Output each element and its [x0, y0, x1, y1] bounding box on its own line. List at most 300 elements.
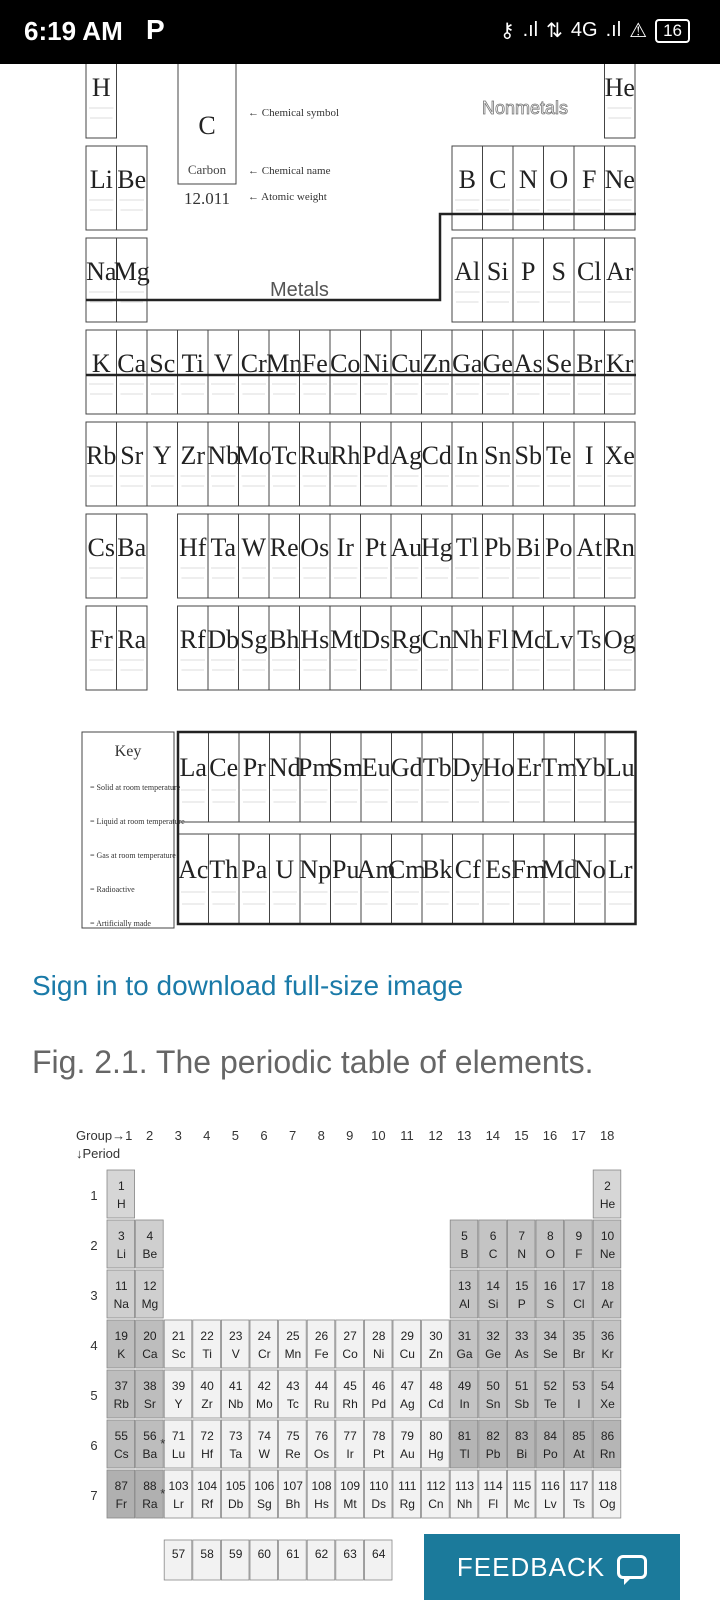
atomic-number: 52: [543, 1379, 557, 1393]
element-symbol-Ar: Ar: [606, 257, 634, 286]
atomic-number: 30: [429, 1329, 443, 1343]
element-symbol-2-Os: Os: [313, 1447, 330, 1461]
element-symbol-2-Ts: Ts: [572, 1497, 585, 1511]
element-symbol-W: W: [241, 533, 267, 562]
atomic-number: 56: [143, 1429, 157, 1443]
element-symbol-Ho: Ho: [482, 753, 515, 782]
atomic-number: 111: [398, 1479, 417, 1493]
atomic-number: 10: [600, 1229, 615, 1243]
element-symbol-2-Ag: Ag: [399, 1397, 415, 1411]
atomic-number: 23: [229, 1329, 243, 1343]
element-symbol-Pr: Pr: [242, 753, 266, 782]
atomic-number: 3: [117, 1229, 125, 1243]
status-bar: [0, 0, 720, 64]
element-symbol-Mt: Mt: [330, 625, 361, 654]
atomic-number: 114: [483, 1479, 503, 1493]
element-symbol-2-Rh: Rh: [342, 1397, 358, 1411]
group-number-16: 16: [542, 1128, 558, 1143]
atomic-number: 17: [572, 1279, 586, 1293]
atomic-number: 113: [454, 1479, 475, 1493]
element-symbol-Xe: Xe: [604, 441, 635, 470]
key-item: = Artificially made: [90, 919, 151, 928]
key-label-symbol: ← Chemical symbol: [248, 107, 340, 119]
element-symbol-2-Ta: Ta: [229, 1447, 243, 1461]
element-symbol-2-V: V: [231, 1347, 240, 1361]
element-symbol-2-Pb: Pb: [485, 1447, 501, 1461]
atomic-number: 2: [604, 1179, 611, 1193]
element-symbol-Np: Np: [299, 855, 332, 884]
f-block-and-key: [80, 730, 646, 956]
group-number-4: 4: [203, 1128, 211, 1143]
atomic-number: 85: [572, 1429, 586, 1443]
element-symbol-Cd: Cd: [421, 441, 452, 470]
element-symbol-2-K: K: [117, 1347, 126, 1361]
key-name: Carbon: [187, 162, 227, 177]
atomic-number: 7: [518, 1229, 526, 1243]
atomic-number: 84: [543, 1429, 557, 1443]
parking-app-icon: P: [146, 14, 165, 45]
periodic-table-svg: [80, 64, 646, 694]
element-symbol-2-Al: Al: [459, 1297, 470, 1311]
atomic-number: 106: [254, 1479, 275, 1493]
element-symbol-Md: Md: [541, 855, 578, 884]
figure-caption: Fig. 2.1. The periodic table of elements.: [32, 1044, 594, 1080]
group-number-7: 7: [288, 1128, 297, 1143]
element-symbol-2-Hs: Hs: [314, 1497, 329, 1511]
atomic-number: 48: [429, 1379, 443, 1393]
feedback-button[interactable]: [424, 1534, 680, 1600]
element-symbol-Rg: Rg: [391, 625, 422, 654]
element-symbol-2-Mo: Mo: [255, 1397, 273, 1411]
atomic-number: 54: [600, 1379, 615, 1393]
element-symbol-2-B: B: [460, 1247, 469, 1261]
group-number-5: 5: [231, 1128, 240, 1143]
element-symbol-Bi: Bi: [515, 533, 541, 562]
element-symbol-2-Cu: Cu: [399, 1347, 415, 1361]
element-symbol-Si: Si: [486, 257, 509, 286]
atomic-number: 21: [171, 1329, 186, 1343]
element-symbol-Be: Be: [117, 165, 147, 194]
atomic-number: 59: [229, 1547, 243, 1561]
atomic-number: 1: [117, 1179, 125, 1193]
feedback-label: FEEDBACK: [456, 1551, 606, 1582]
periodic-table-figure-2[interactable]: [74, 1124, 646, 1600]
element-symbol-Ru: Ru: [299, 441, 330, 470]
element-symbol-P: P: [521, 257, 536, 286]
element-symbol-2-Og: Og: [599, 1497, 616, 1511]
element-symbol-2-Hf: Hf: [201, 1447, 214, 1461]
element-symbol-2-Ir: Ir: [346, 1447, 354, 1461]
signal-icon-2: .ıl: [605, 19, 622, 41]
element-symbol-2-As: As: [514, 1347, 529, 1361]
element-symbol-Te: Te: [545, 441, 572, 470]
atomic-number: 4: [146, 1229, 154, 1243]
atomic-number: 9: [575, 1229, 583, 1243]
element-symbol-2-Lr: Lr: [173, 1497, 184, 1511]
element-symbol-2-Nb: Nb: [228, 1397, 244, 1411]
f-block-svg: [80, 730, 646, 956]
element-symbol-2-Ge: Ge: [485, 1347, 502, 1361]
element-symbol-Rh: Rh: [330, 441, 361, 470]
atomic-number: 32: [486, 1329, 500, 1343]
element-symbol-2-He: He: [599, 1197, 616, 1211]
element-symbol-Tm: Tm: [541, 753, 578, 782]
element-symbol-2-Sg: Sg: [256, 1497, 272, 1511]
group-number-3: 3: [174, 1128, 182, 1143]
atomic-number: 71: [171, 1429, 186, 1443]
element-symbol-Ge: Ge: [482, 349, 513, 378]
atomic-number: 88: [143, 1479, 157, 1493]
atomic-number: 115: [512, 1479, 532, 1493]
key-box: [82, 732, 174, 928]
element-symbol-Ti: Ti: [181, 349, 204, 378]
group-number-8: 8: [317, 1128, 325, 1143]
element-symbol-2-Ga: Ga: [456, 1347, 473, 1361]
element-symbol-V: V: [213, 349, 233, 378]
element-symbol-2-Li: Li: [116, 1247, 126, 1261]
element-symbol-Se: Se: [545, 349, 572, 378]
element-symbol-2-Co: Co: [342, 1347, 358, 1361]
element-symbol-2-F: F: [575, 1247, 583, 1261]
group-number-13: 13: [456, 1128, 472, 1143]
periodic-table-2-svg: [74, 1124, 646, 1600]
atomic-number: 78: [372, 1429, 386, 1443]
element-symbol-2-Br: Br: [572, 1347, 585, 1361]
element-symbol-2-Bi: Bi: [516, 1447, 528, 1461]
element-symbol-Cm: Cm: [387, 855, 426, 884]
element-symbol-Gd: Gd: [390, 753, 423, 782]
element-symbol-Na: Na: [86, 257, 117, 286]
element-symbol-Pa: Pa: [241, 855, 268, 884]
element-symbol-Po: Po: [545, 533, 573, 562]
atomic-number: 45: [343, 1379, 357, 1393]
period-number-6: 6: [90, 1438, 98, 1453]
element-symbol-2-Ar: Ar: [601, 1297, 614, 1311]
element-symbol-N: N: [518, 165, 538, 194]
element-symbol-2-C: C: [488, 1247, 498, 1261]
element-symbol-2-Sb: Sb: [514, 1397, 530, 1411]
element-symbol-Cu: Cu: [391, 349, 422, 378]
atomic-number: 12: [143, 1279, 157, 1293]
atomic-number: 53: [572, 1379, 586, 1393]
group-number-12: 12: [428, 1128, 443, 1143]
atomic-number: 14: [486, 1279, 500, 1293]
element-symbol-Pb: Pb: [484, 533, 512, 562]
element-symbol-Co: Co: [330, 349, 361, 378]
element-symbol-2-Cr: Cr: [257, 1347, 271, 1361]
atomic-number: 16: [543, 1279, 557, 1293]
element-symbol-Am: Am: [356, 855, 396, 884]
element-symbol-S: S: [551, 257, 566, 286]
element-symbol-Zn: Zn: [422, 349, 452, 378]
atomic-number: 37: [114, 1379, 128, 1393]
element-symbol-Li: Li: [89, 165, 113, 194]
atomic-number: 60: [257, 1547, 271, 1561]
element-symbol-2-Fr: Fr: [115, 1497, 127, 1511]
lanthanide-marker: *: [160, 1436, 166, 1451]
element-symbol-Cl: Cl: [576, 257, 602, 286]
element-symbol-2-Pd: Pd: [371, 1397, 387, 1411]
element-symbol-2-Rf: Rf: [201, 1497, 214, 1511]
element-symbol-2-Mn: Mn: [284, 1347, 302, 1361]
element-symbol-Sm: Sm: [328, 753, 364, 782]
element-symbol-2-Nh: Nh: [456, 1497, 473, 1511]
atomic-number: 58: [200, 1547, 214, 1561]
atomic-number: 31: [457, 1329, 472, 1343]
atomic-number: 50: [486, 1379, 500, 1393]
element-symbol-Tc: Tc: [271, 441, 298, 470]
atomic-number: 64: [372, 1547, 386, 1561]
element-symbol-Tl: Tl: [455, 533, 479, 562]
atomic-number: 76: [314, 1429, 329, 1443]
period-label: ↓Period: [76, 1146, 121, 1161]
element-symbol-Ag: Ag: [390, 441, 423, 470]
battery-icon: 16: [655, 19, 690, 43]
atomic-number: 6: [489, 1229, 497, 1243]
element-symbol-2-Ni: Ni: [373, 1347, 385, 1361]
element-symbol-Lv: Lv: [544, 625, 574, 654]
element-symbol-Al: Al: [454, 257, 481, 286]
atomic-number: 5: [461, 1229, 468, 1243]
element-symbol-2-O: O: [545, 1247, 555, 1261]
element-symbol-Fr: Fr: [89, 625, 113, 654]
element-symbol-2-At: At: [573, 1447, 585, 1461]
atomic-number: 80: [429, 1429, 443, 1443]
element-symbol-Nd: Nd: [268, 753, 301, 782]
element-symbol-2-Kr: Kr: [601, 1347, 614, 1361]
atomic-number: 79: [400, 1429, 414, 1443]
element-symbol-Er: Er: [516, 753, 542, 782]
atomic-number: 38: [143, 1379, 157, 1393]
atomic-number: 83: [515, 1429, 529, 1443]
clock: 6:19 AM: [24, 16, 123, 46]
atomic-number: 33: [515, 1329, 529, 1343]
element-symbol-Pt: Pt: [364, 533, 387, 562]
key-symbol: C: [198, 111, 216, 140]
element-symbol-Lu: Lu: [605, 753, 635, 782]
element-symbol-2-Fe: Fe: [314, 1347, 329, 1361]
element-symbol-Dy: Dy: [451, 753, 484, 782]
element-symbol-Ba: Ba: [117, 533, 147, 562]
element-symbol-Rb: Rb: [86, 441, 117, 470]
key-weight: 12.011: [183, 189, 231, 208]
group-label: Group→1: [76, 1128, 133, 1143]
element-symbol-Pu: Pu: [332, 855, 360, 884]
element-symbol-Pm: Pm: [297, 753, 333, 782]
element-symbol-2-In: In: [459, 1397, 470, 1411]
atomic-number: 44: [314, 1379, 329, 1393]
atomic-number: 46: [372, 1379, 386, 1393]
element-symbol-2-Cn: Cn: [428, 1497, 444, 1511]
atomic-number: 109: [340, 1479, 361, 1493]
atomic-number: 112: [426, 1479, 446, 1493]
atomic-number: 108: [311, 1479, 332, 1493]
element-symbol-Sn: Sn: [484, 441, 512, 470]
element-symbol-2-Cs: Cs: [113, 1447, 129, 1461]
data-transfer-icon: ⇅: [546, 20, 563, 42]
key-item: = Gas at room temperature: [90, 851, 176, 860]
atomic-number: 40: [200, 1379, 214, 1393]
element-symbol-Ds: Ds: [361, 625, 391, 654]
key-item: = Solid at room temperature: [90, 783, 181, 792]
element-symbol-Bh: Bh: [269, 625, 300, 654]
element-symbol-Cf: Cf: [454, 855, 481, 884]
periodic-table-figure[interactable]: [80, 64, 646, 694]
period-number-3: 3: [90, 1288, 98, 1303]
element-symbol-2-P: P: [517, 1297, 526, 1311]
atomic-number: 27: [343, 1329, 357, 1343]
label-nonmetals: Nonmetals: [482, 98, 569, 118]
element-symbol-2-S: S: [546, 1297, 555, 1311]
element-symbol-Nh: Nh: [451, 625, 484, 654]
atomic-number: 73: [229, 1429, 243, 1443]
element-symbol-H: H: [91, 73, 111, 102]
element-symbol-Ni: Ni: [362, 349, 389, 378]
key-title: Key: [114, 743, 142, 760]
element-symbol-2-Sn: Sn: [485, 1397, 501, 1411]
element-symbol-2-Sr: Sr: [143, 1397, 156, 1411]
atomic-number: 74: [257, 1429, 271, 1443]
atomic-number: 118: [597, 1479, 618, 1493]
element-symbol-Zr: Zr: [180, 441, 206, 470]
element-symbol-Kr: Kr: [606, 349, 634, 378]
element-symbol-2-N: N: [517, 1247, 527, 1261]
atomic-number: 103: [168, 1479, 189, 1493]
atomic-number: 86: [600, 1429, 615, 1443]
element-symbol-Es: Es: [485, 855, 512, 884]
element-symbol-Hs: Hs: [300, 625, 330, 654]
atomic-number: 15: [515, 1279, 529, 1293]
atomic-number: 39: [171, 1379, 186, 1393]
element-symbol-2-Tl: Tl: [459, 1447, 470, 1461]
group-number-17: 17: [571, 1128, 586, 1143]
atomic-number: 35: [572, 1329, 586, 1343]
element-symbol-2-Se: Se: [542, 1347, 558, 1361]
chat-bubble-icon: [617, 1555, 647, 1579]
element-symbol-2-Rn: Rn: [599, 1447, 616, 1461]
key-label-weight: ← Atomic weight: [248, 191, 327, 203]
element-symbol-2-Lv: Lv: [543, 1497, 557, 1511]
element-symbol-2-Ra: Ra: [142, 1497, 158, 1511]
period-number-4: 4: [90, 1338, 98, 1353]
element-symbol-2-Cd: Cd: [428, 1397, 444, 1411]
element-symbol-B: B: [458, 165, 476, 194]
label-metals: Metals: [270, 279, 329, 301]
element-symbol-Hg: Hg: [420, 533, 453, 562]
element-symbol-2-Y: Y: [174, 1397, 183, 1411]
atomic-number: 49: [457, 1379, 472, 1393]
element-symbol-Db: Db: [207, 625, 240, 654]
atomic-number: 55: [114, 1429, 128, 1443]
element-symbol-2-Be: Be: [142, 1247, 158, 1261]
atomic-number: 8: [546, 1229, 554, 1243]
atomic-number: 81: [457, 1429, 472, 1443]
element-symbol-2-Ne: Ne: [599, 1247, 616, 1261]
element-symbol-Sb: Sb: [514, 441, 542, 470]
element-symbol-No: No: [573, 855, 606, 884]
atomic-number: 62: [314, 1547, 329, 1561]
element-symbol-Mc: Mc: [510, 625, 546, 654]
atomic-number: 43: [286, 1379, 300, 1393]
status-icons: [500, 18, 690, 43]
element-symbol-Ce: Ce: [209, 753, 239, 782]
group-number-2: 2: [145, 1128, 154, 1143]
element-symbol-2-W: W: [258, 1447, 270, 1461]
element-symbol-Ga: Ga: [452, 349, 483, 378]
atomic-number: 61: [286, 1547, 300, 1561]
element-symbol-2-Xe: Xe: [600, 1397, 615, 1411]
element-symbol-Ts: Ts: [577, 625, 602, 654]
element-symbol-2-Cl: Cl: [573, 1297, 585, 1311]
atomic-number: 13: [457, 1279, 472, 1293]
element-symbol-Sg: Sg: [240, 625, 268, 654]
element-symbol-2-Mg: Mg: [141, 1297, 159, 1311]
element-symbol-2-Po: Po: [542, 1447, 558, 1461]
element-symbol-Cs: Cs: [87, 533, 115, 562]
element-symbol-Os: Os: [300, 533, 330, 562]
element-symbol-Fm: Fm: [511, 855, 547, 884]
period-number-1: 1: [90, 1188, 98, 1203]
element-symbol-2-Na: Na: [113, 1297, 129, 1311]
element-symbol-Cn: Cn: [421, 625, 452, 654]
element-symbol-Mo: Mo: [235, 441, 272, 470]
element-symbol-2-Re: Re: [285, 1447, 301, 1461]
signal-icon: .ıl: [522, 19, 539, 41]
element-symbol-Ta: Ta: [210, 533, 237, 562]
element-symbol-2-Si: Si: [487, 1297, 499, 1311]
atomic-number: 26: [314, 1329, 329, 1343]
element-symbol-As: As: [513, 349, 543, 378]
group-number-18: 18: [599, 1128, 615, 1143]
group-number-14: 14: [485, 1128, 501, 1143]
period-number-5: 5: [90, 1388, 98, 1403]
element-symbol-2-Ba: Ba: [142, 1447, 158, 1461]
element-symbol-2-Rb: Rb: [113, 1397, 129, 1411]
element-symbol-Lr: Lr: [607, 855, 633, 884]
atomic-number: 51: [515, 1379, 529, 1393]
atomic-number: 87: [114, 1479, 128, 1493]
element-symbol-Tb: Tb: [422, 753, 452, 782]
element-symbol-2-I: I: [577, 1397, 581, 1411]
element-symbol-2-Au: Au: [399, 1447, 415, 1461]
group-number-10: 10: [371, 1128, 386, 1143]
element-symbol-Sr: Sr: [120, 441, 144, 470]
atomic-number: 19: [114, 1329, 128, 1343]
element-symbol-2-H: H: [116, 1197, 126, 1211]
vpn-key-icon: ⚷: [499, 20, 515, 42]
sign-in-download-link[interactable]: Sign in to download full-size image: [32, 970, 464, 1001]
element-symbol-Bk: Bk: [422, 855, 453, 884]
element-symbol-2-Hg: Hg: [428, 1447, 444, 1461]
atomic-number: 34: [543, 1329, 557, 1343]
key-item: = Liquid at room temperature: [90, 817, 185, 826]
element-symbol-Th: Th: [209, 855, 239, 884]
atomic-number: 11: [115, 1279, 128, 1293]
atomic-number: 25: [286, 1329, 300, 1343]
page-content: [0, 64, 720, 1600]
atomic-number: 20: [143, 1329, 157, 1343]
element-symbol-In: In: [456, 441, 479, 470]
warning-icon: ⚠: [629, 20, 648, 42]
atomic-number: 42: [257, 1379, 271, 1393]
element-symbol-U: U: [275, 855, 295, 884]
key-label-name: ← Chemical name: [248, 165, 331, 177]
element-symbol-2-Zr: Zr: [201, 1397, 213, 1411]
atomic-number: 72: [200, 1429, 214, 1443]
element-symbol-2-Lu: Lu: [171, 1447, 186, 1461]
element-symbol-Nb: Nb: [207, 441, 240, 470]
atomic-number: 63: [343, 1547, 357, 1561]
